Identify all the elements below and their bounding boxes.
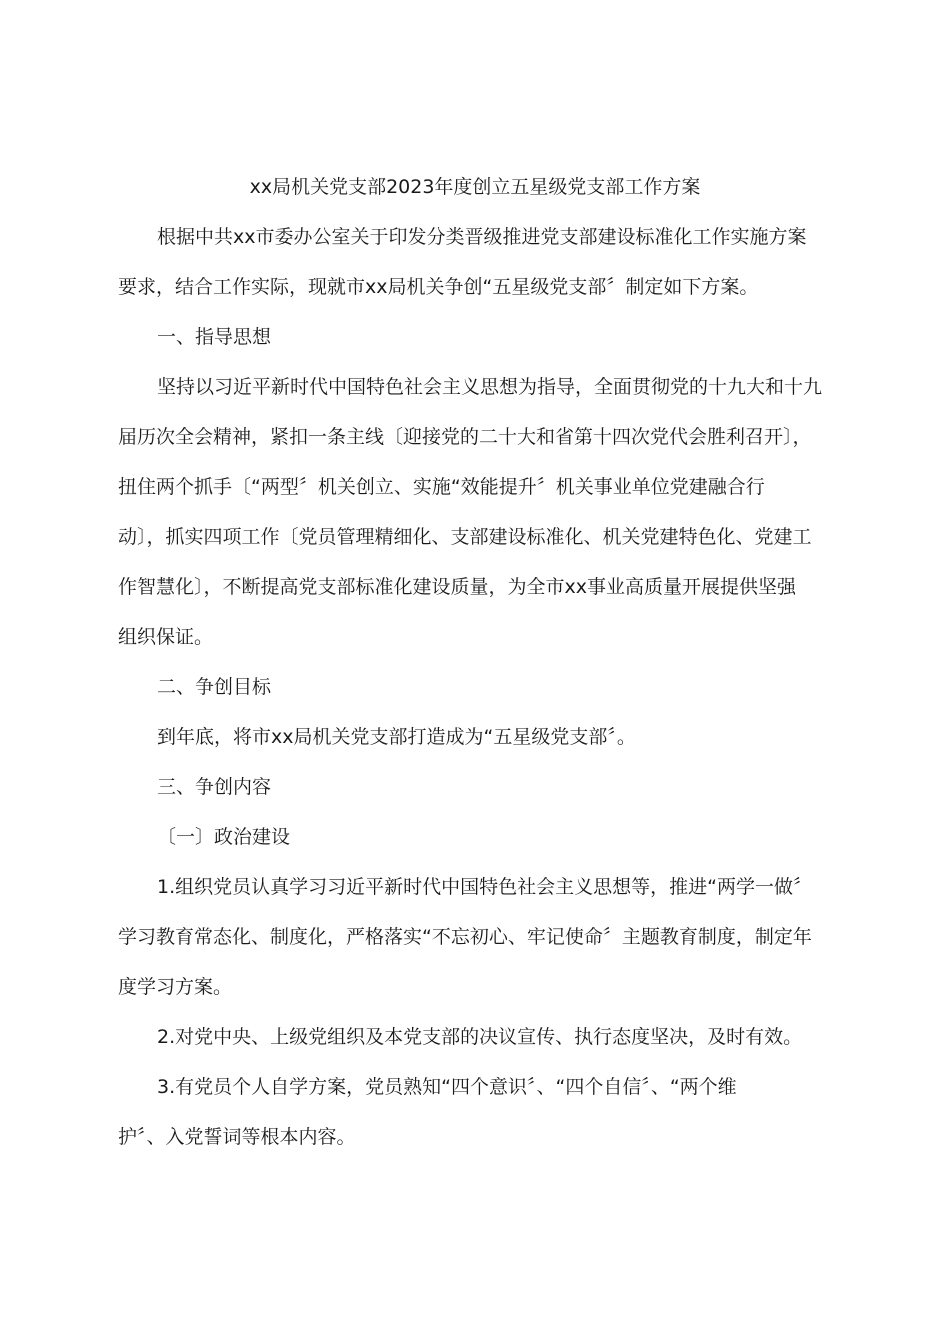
paragraph-line: 坚持以习近平新时代中国特色社会主义思想为指导，全面贯彻党的十九大和十九	[157, 376, 823, 398]
section-heading: 三、争创内容	[157, 776, 272, 798]
paragraph-line: 扭住两个抓手〔“两型〞机关创立、实施“效能提升〞机关事业单位党建融合行	[118, 476, 765, 498]
paragraph-line: 护〞、入党誓词等根本内容。	[118, 1126, 356, 1148]
paragraph-line: 动〕，抓实四项工作〔党员管理精细化、支部建设标准化、机关党建特色化、党建工	[118, 526, 812, 548]
paragraph-line: 根据中共xx市委办公室关于印发分类晋级推进党支部建设标准化工作实施方案	[157, 226, 807, 248]
paragraph-line: 到年底，将市xx局机关党支部打造成为“五星级党支部〞。	[157, 726, 636, 748]
section-heading: 一、指导思想	[157, 326, 272, 348]
paragraph-line: 3.有党员个人自学方案，党员熟知“四个意识〞、“四个自信〞、“两个维	[157, 1076, 737, 1098]
section-heading: 二、争创目标	[157, 676, 272, 698]
paragraph-line: 2.对党中央、上级党组织及本党支部的决议宣传、执行态度坚决，及时有效。	[157, 1026, 803, 1048]
paragraph-line: 要求，结合工作实际，现就市xx局机关争创“五星级党支部〞制定如下方案。	[118, 276, 759, 298]
paragraph-line: 作智慧化〕，不断提高党支部标准化建设质量，为全市xx事业高质量开展提供坚强	[118, 576, 796, 598]
paragraph-line: 组织保证。	[118, 626, 214, 648]
paragraph-line: 届历次全会精神，紧扣一条主线〔迎接党的二十大和省第十四次党代会胜利召开〕，	[118, 426, 812, 448]
document-title: xx局机关党支部2023年度创立五星级党支部工作方案	[249, 176, 701, 198]
paragraph-line: 度学习方案。	[118, 976, 233, 998]
paragraph-line: 学习教育常态化、制度化，严格落实“不忘初心、牢记使命〞主题教育制度，制定年	[118, 926, 812, 948]
paragraph-line: 1.组织党员认真学习习近平新时代中国特色社会主义思想等，推进“两学一做〞	[157, 876, 812, 898]
subsection-heading: 〔一〕政治建设	[157, 826, 291, 848]
